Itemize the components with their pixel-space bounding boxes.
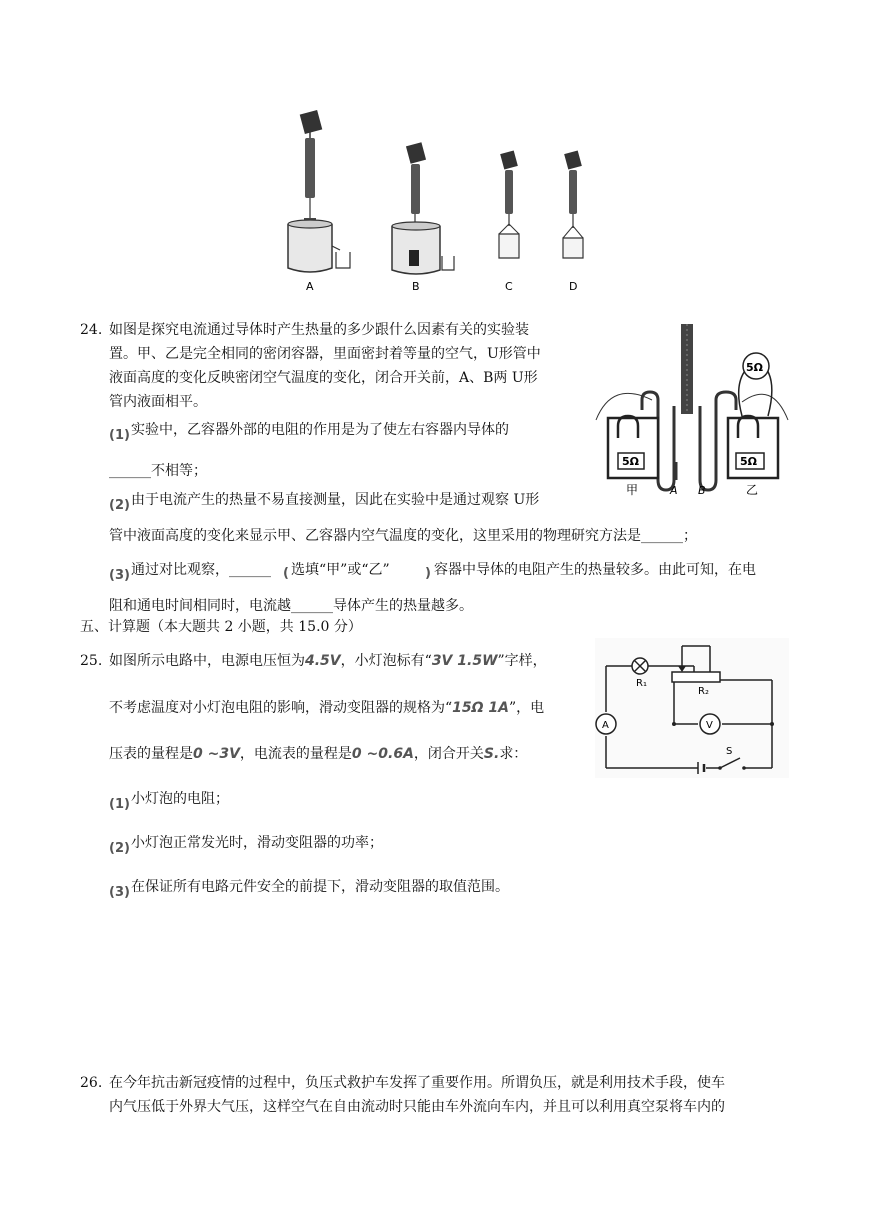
q25-rheostat-spec: 15Ω 1A: [452, 700, 509, 716]
q24-part3-b: 阻和通电时间相同时，电流越______导体产生的热量越多。: [109, 598, 473, 614]
q24-line2: 置。甲、乙是完全相同的密闭容器，里面密封着等量的空气，U形管中: [109, 346, 541, 362]
q25-part3-label: (3): [109, 885, 130, 900]
q25-part2-label: (2): [109, 841, 130, 856]
res-left-label: 5Ω: [622, 455, 640, 468]
setup-c: [499, 150, 519, 258]
q24-line1: 如图是探究电流通过导体时产生热量的多少跟什么因素有关的实验装: [109, 322, 529, 338]
q24-part3-paren-left: (: [283, 566, 289, 581]
label-d: D: [569, 280, 578, 293]
label-r1: R₁: [636, 678, 647, 689]
circuit-figure: [594, 636, 790, 780]
q24-part3-a2: 选填“甲”或“乙”: [291, 562, 390, 578]
q24-part3-a3: 容器中导体的电阻产生的热量较多。由此可知，在电: [434, 562, 756, 578]
q24-part3-a1: 通过对比观察，______: [131, 562, 271, 578]
q24-part2-label: (2): [109, 498, 130, 513]
q25-bulb-rating: 3V 1.5W: [431, 653, 498, 669]
res-right-label: 5Ω: [740, 455, 758, 468]
res-top-label: 5Ω: [746, 361, 764, 374]
q25-part1-label: (1): [109, 797, 130, 812]
q24-part1-a: 实验中，乙容器外部的电阻的作用是为了使左右容器内导体的: [131, 422, 509, 438]
q25-line2: 不考虑温度对小灯泡电阻的影响，滑动变阻器的规格为“15Ω 1A”，电: [109, 700, 545, 716]
q25-line1: 如图所示电路中，电源电压恒为4.5V，小灯泡标有“3V 1.5W”字样，: [109, 653, 547, 669]
voltmeter-label: V: [706, 720, 713, 731]
q25-part1: 小灯泡的电阻；: [131, 791, 229, 807]
label-jia: 甲: [626, 483, 639, 497]
q24-number: 24.: [80, 322, 103, 338]
setup-d: [563, 150, 583, 258]
q24-line3: 液面高度的变化反映密闭空气温度的变化，闭合开关前，A、B两 U形: [109, 370, 538, 386]
q25-line3: 压表的量程是0 ~3V，电流表的量程是0 ~0.6A，闭合开关S.求：: [109, 746, 528, 762]
q24-part1-b: ______不相等；: [109, 463, 207, 479]
section-5-title: 五、计算题（本大题共 2 小题，共 15.0 分）: [80, 619, 362, 635]
q25-number: 25.: [80, 653, 103, 669]
q25-voltage: 4.5V: [305, 653, 341, 669]
q25-ammeter-range: 0 ~0.6A: [351, 746, 414, 762]
q26-line1: 在今年抗击新冠疫情的过程中，负压式救护车发挥了重要作用。所谓负压，就是利用技术手段，使车: [109, 1075, 725, 1091]
q24-part2-b: 管中液面高度的变化来显示甲、乙容器内空气温度的变化，这里采用的物理研究方法是______；: [109, 528, 697, 544]
q24-line4: 管内液面相平。: [109, 394, 207, 410]
q24-part3-paren-right: ): [425, 566, 431, 581]
q24-part1-label: (1): [109, 428, 130, 443]
q26-number: 26.: [80, 1075, 103, 1091]
label-yi: 乙: [746, 483, 759, 497]
label-a: A: [306, 280, 314, 293]
label-b: B: [412, 280, 420, 293]
q24-part2-a: 由于电流产生的热量不易直接测量，因此在实验中是通过观察 U形: [131, 492, 540, 508]
ammeter-label: A: [602, 720, 609, 731]
spring-scale-figure: [270, 100, 610, 300]
q25-part3: 在保证所有电路元件安全的前提下，滑动变阻器的取值范围。: [131, 879, 509, 895]
q26-line2: 内气压低于外界大气压，这样空气在自由流动时只能由车外流向车内，并且可以利用真空泵将车内的: [109, 1099, 725, 1115]
label-r2: R₂: [698, 686, 709, 697]
label-a: A: [670, 484, 678, 497]
switch-label: S: [726, 746, 733, 757]
label-b: B: [698, 484, 706, 497]
heating-experiment-figure: [592, 320, 792, 500]
q24-part3-label: (3): [109, 568, 130, 583]
setup-b: [392, 142, 454, 274]
setup-a: [288, 110, 350, 272]
label-c: C: [505, 280, 513, 293]
q25-switch: S.: [483, 746, 500, 762]
q25-part2: 小灯泡正常发光时，滑动变阻器的功率；: [131, 835, 383, 851]
q25-voltmeter-range: 0 ~3V: [193, 746, 240, 762]
